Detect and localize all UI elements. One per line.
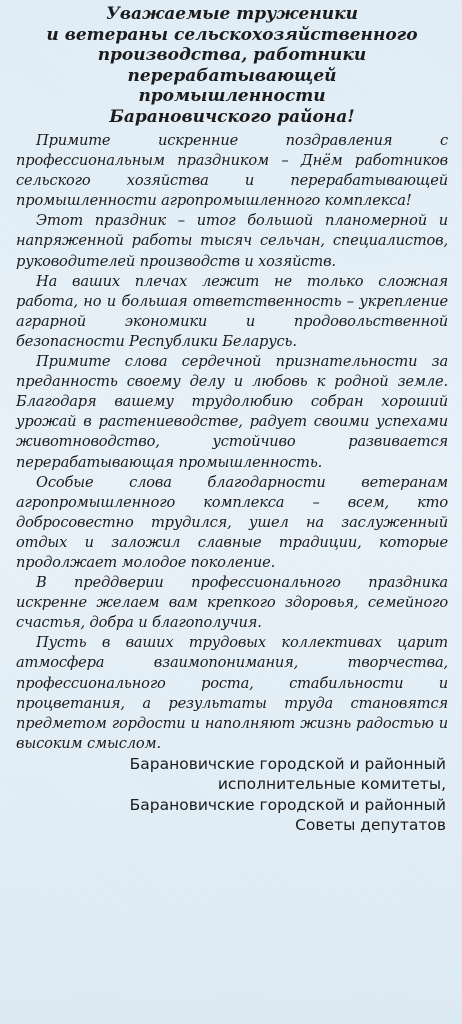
greeting-paragraph: Этот праздник – итог большой планомерной и напряженной работы тысяч сельчан, специалистов, руководителей производств и хозяйств. bbox=[16, 212, 448, 270]
signature-line: Советы депутатов bbox=[295, 816, 446, 835]
greeting-paragraph: На ваших плечах лежит не только сложная работа, но и большая ответственность – укрепление аграрной экономики и продовольственной безопасности Республики Беларусь. bbox=[16, 272, 448, 350]
heading-line: и ветераны сельскохозяйственного bbox=[46, 24, 418, 45]
heading-line: перерабатывающей bbox=[127, 65, 337, 86]
greeting-paragraph: Примите слова сердечной признательности за преданность своему делу и любовь к родной земле. Благодаря вашему трудолюбию собран хороший урожай в растениеводстве, радует своими успехами животноводство, устойчиво развивается перерабатывающая промышленность. bbox=[16, 353, 448, 471]
greeting-paragraph: Особые слова благодарности ветеранам агропромышленного комплекса – всем, кто добросовестно трудился, ушел на заслуженный отдых и заложил славные традиции, которые продолжает молодое поколение. bbox=[16, 473, 448, 571]
greeting-paragraph: В преддверии профессионального праздника искренне желаем вам крепкого здоровья, семейного счастья, добра и благополучия. bbox=[16, 574, 448, 632]
signature-line: исполнительные комитеты, bbox=[217, 775, 446, 794]
greeting-heading bbox=[16, 4, 448, 127]
signature-line: Барановичские городской и районный bbox=[129, 754, 446, 773]
heading-line: Уважаемые труженики bbox=[106, 4, 358, 24]
heading-line: Барановичского района! bbox=[109, 106, 355, 127]
heading-line: производства, работники bbox=[97, 45, 367, 65]
signature-line: Барановичские городской и районный bbox=[129, 795, 446, 814]
signature-block bbox=[16, 754, 448, 836]
heading-line: промышленности bbox=[138, 86, 326, 106]
greeting-paragraph: Примите искренние поздравления с профессиональным праздником – Днём работников сельского хозяйства и перерабатывающей промышленности агропромышленного комплекса! bbox=[16, 132, 448, 210]
greeting-paragraph: Пусть в ваших трудовых коллективах царит атмосфера взаимопонимания, творчества, профессионального роста, стабильности и процветания, а результаты труда становятся предметом гордости и наполняют жизнь радостью и высоким смыслом. bbox=[16, 634, 448, 752]
greeting-body bbox=[16, 131, 448, 754]
